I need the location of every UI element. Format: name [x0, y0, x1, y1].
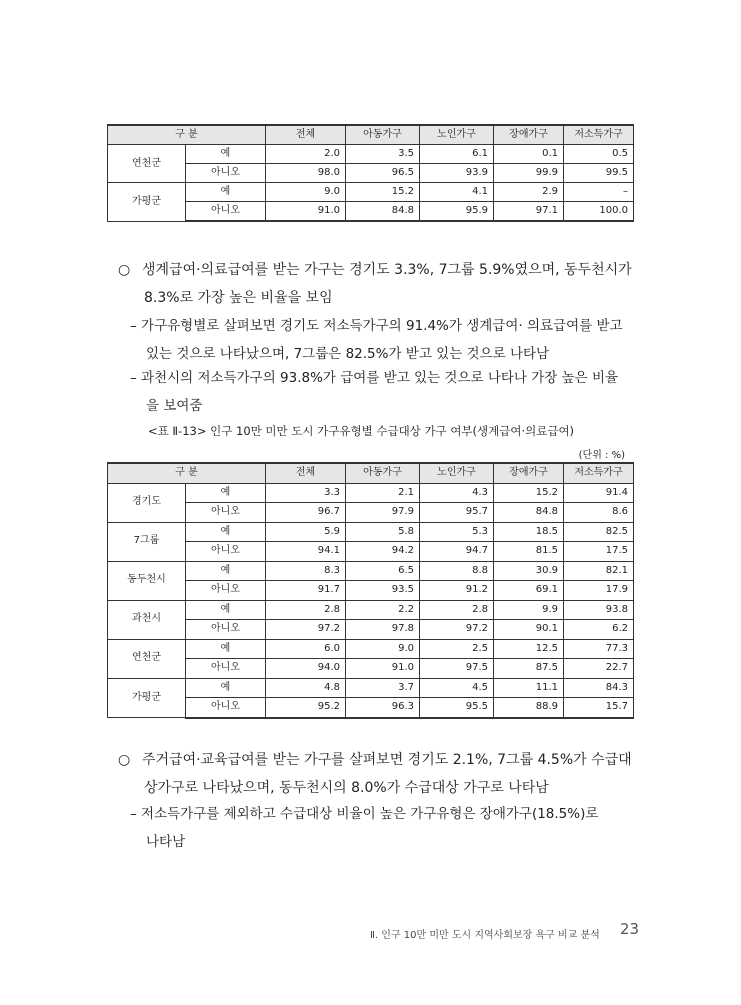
table-row [108, 503, 634, 523]
section1-sub2-dash: – [130, 370, 137, 386]
table-header-row [108, 463, 634, 483]
value-cell: 5.3 [420, 522, 494, 542]
value-cell: 15.2 [346, 183, 420, 202]
region-cell: 동두천시 [108, 561, 186, 600]
section1-bullet: ○ [118, 262, 131, 278]
value-cell: 95.2 [266, 698, 346, 718]
value-cell: 9.0 [266, 183, 346, 202]
table-row [108, 659, 634, 679]
value-cell: 4.5 [420, 678, 494, 698]
region-cell: 연천군 [108, 145, 186, 183]
value-cell: 94.0 [266, 659, 346, 679]
table-unit: (단위 : %) [578, 450, 625, 461]
value-cell: 96.5 [346, 164, 420, 183]
table-header-cell: 장애가구 [494, 463, 564, 483]
value-cell: 97.8 [346, 620, 420, 640]
table-header-cell: 구 분 [108, 463, 266, 483]
response-cell: 예 [186, 183, 266, 202]
value-cell: 82.5 [564, 522, 634, 542]
value-cell: 94.2 [346, 542, 420, 562]
value-cell: 2.8 [420, 600, 494, 620]
value-cell: 94.1 [266, 542, 346, 562]
section1-sub1-line1: 가구유형별로 살펴보면 경기도 저소득가구의 91.4%가 생계급여· 의료급여를 받고 [141, 318, 623, 334]
table-main [107, 462, 634, 719]
value-cell: 81.5 [494, 542, 564, 562]
value-cell: 0.5 [564, 145, 634, 164]
table-row [108, 561, 634, 581]
response-cell: 아니오 [186, 659, 266, 679]
page-number: 23 [620, 920, 640, 938]
value-cell: 91.0 [266, 202, 346, 222]
value-cell: 82.1 [564, 561, 634, 581]
table-row [108, 678, 634, 698]
region-cell: 가평군 [108, 678, 186, 718]
section2-sub1-line2: 나타남 [146, 834, 186, 850]
value-cell: 2.8 [266, 600, 346, 620]
section1-sub2-line1: 과천시의 저소득가구의 93.8%가 급여를 받고 있는 것으로 나타나 가장 높은 비율 [141, 370, 619, 386]
value-cell: 9.9 [494, 600, 564, 620]
table-top-continued [107, 124, 634, 222]
section1-line1: 생계급여·의료급여를 받는 가구는 경기도 3.3%, 7그룹 5.9%였으며, 동두천시가 [142, 262, 632, 278]
table-header-cell: 저소득가구 [564, 463, 634, 483]
value-cell: 4.1 [420, 183, 494, 202]
table-header-cell: 아동가구 [346, 463, 420, 483]
response-cell: 예 [186, 561, 266, 581]
table-header-cell: 전체 [266, 125, 346, 145]
value-cell: 97.9 [346, 503, 420, 523]
value-cell: 97.1 [494, 202, 564, 222]
value-cell: 97.5 [420, 659, 494, 679]
value-cell: 94.7 [420, 542, 494, 562]
value-cell: 99.5 [564, 164, 634, 183]
table-header-cell: 구 분 [108, 125, 266, 145]
value-cell: 18.5 [494, 522, 564, 542]
response-cell: 아니오 [186, 503, 266, 523]
value-cell: 93.8 [564, 600, 634, 620]
value-cell: 2.9 [494, 183, 564, 202]
value-cell: 91.2 [420, 581, 494, 601]
value-cell: 97.2 [266, 620, 346, 640]
section2-sub1-dash: – [130, 806, 137, 822]
value-cell: 8.6 [564, 503, 634, 523]
value-cell: 0.1 [494, 145, 564, 164]
table-row [108, 542, 634, 562]
section1-sub1 [130, 312, 640, 368]
table-header-row [108, 125, 634, 145]
value-cell: 4.3 [420, 483, 494, 503]
section2-sub1 [130, 800, 640, 856]
value-cell: 5.8 [346, 522, 420, 542]
value-cell: 6.0 [266, 639, 346, 659]
response-cell: 예 [186, 600, 266, 620]
response-cell: 아니오 [186, 164, 266, 183]
section1-sub2 [130, 364, 640, 420]
value-cell: 12.5 [494, 639, 564, 659]
value-cell: 88.9 [494, 698, 564, 718]
value-cell: 99.9 [494, 164, 564, 183]
response-cell: 아니오 [186, 620, 266, 640]
region-cell: 연천군 [108, 639, 186, 678]
table-caption: <표 Ⅱ-13> 인구 10만 미만 도시 가구유형별 수급대상 가구 여부(생계급여·의료급여) [148, 424, 575, 438]
value-cell: 2.1 [346, 483, 420, 503]
region-cell: 과천시 [108, 600, 186, 639]
value-cell: 11.1 [494, 678, 564, 698]
response-cell: 예 [186, 145, 266, 164]
section1-line2: 8.3%로 가장 높은 비율을 보임 [144, 290, 333, 306]
value-cell: 95.9 [420, 202, 494, 222]
response-cell: 아니오 [186, 581, 266, 601]
value-cell: 96.3 [346, 698, 420, 718]
value-cell: 6.5 [346, 561, 420, 581]
footer-chapter-title: Ⅱ. 인구 10만 미만 도시 지역사회보장 욕구 비교 분석 [370, 930, 600, 941]
value-cell: 87.5 [494, 659, 564, 679]
section1-sub2-line2: 을 보여줌 [146, 398, 203, 414]
value-cell: 17.9 [564, 581, 634, 601]
value-cell: 3.7 [346, 678, 420, 698]
value-cell: 8.8 [420, 561, 494, 581]
value-cell: 22.7 [564, 659, 634, 679]
value-cell: 2.5 [420, 639, 494, 659]
table-row [108, 639, 634, 659]
section1-paragraph [118, 256, 638, 312]
value-cell: 100.0 [564, 202, 634, 222]
value-cell: 9.0 [346, 639, 420, 659]
value-cell: 17.5 [564, 542, 634, 562]
value-cell: 93.9 [420, 164, 494, 183]
value-cell: 69.1 [494, 581, 564, 601]
value-cell: 4.8 [266, 678, 346, 698]
table-header-cell: 노인가구 [420, 125, 494, 145]
table-header-cell: 장애가구 [494, 125, 564, 145]
region-cell: 가평군 [108, 183, 186, 222]
table-header-cell: 저소득가구 [564, 125, 634, 145]
value-cell: 98.0 [266, 164, 346, 183]
table-row [108, 164, 634, 183]
region-cell: 7그룹 [108, 522, 186, 561]
response-cell: 아니오 [186, 542, 266, 562]
value-cell: 2.0 [266, 145, 346, 164]
value-cell: 91.0 [346, 659, 420, 679]
value-cell: 91.4 [564, 483, 634, 503]
response-cell: 아니오 [186, 202, 266, 222]
table-row [108, 522, 634, 542]
section2-line1: 주거급여·교육급여를 받는 가구를 살펴보면 경기도 2.1%, 7그룹 4.5%가 수급대 [142, 752, 632, 768]
response-cell: 예 [186, 678, 266, 698]
response-cell: 아니오 [186, 698, 266, 718]
section2-bullet: ○ [118, 752, 131, 768]
value-cell: 3.5 [346, 145, 420, 164]
table-row [108, 600, 634, 620]
table-row [108, 620, 634, 640]
value-cell: 15.7 [564, 698, 634, 718]
response-cell: 예 [186, 639, 266, 659]
response-cell: 예 [186, 483, 266, 503]
table-row [108, 581, 634, 601]
section1-sub1-line2: 있는 것으로 나타났으며, 7그룹은 82.5%가 받고 있는 것으로 나타남 [146, 346, 550, 362]
table-header-cell: 노인가구 [420, 463, 494, 483]
value-cell: 96.7 [266, 503, 346, 523]
value-cell: 8.3 [266, 561, 346, 581]
value-cell: 3.3 [266, 483, 346, 503]
value-cell: 91.7 [266, 581, 346, 601]
value-cell: 84.8 [346, 202, 420, 222]
region-cell: 경기도 [108, 483, 186, 522]
value-cell: 77.3 [564, 639, 634, 659]
table-row [108, 483, 634, 503]
table-row [108, 202, 634, 222]
value-cell: 84.3 [564, 678, 634, 698]
table-row [108, 183, 634, 202]
value-cell: 93.5 [346, 581, 420, 601]
section2-line2: 상가구로 나타났으며, 동두천시의 8.0%가 수급대상 가구로 나타남 [144, 780, 549, 796]
value-cell: 6.1 [420, 145, 494, 164]
value-cell: 84.8 [494, 503, 564, 523]
value-cell: 6.2 [564, 620, 634, 640]
response-cell: 예 [186, 522, 266, 542]
table-row [108, 698, 634, 718]
section2-sub1-line1: 저소득가구를 제외하고 수급대상 비율이 높은 가구유형은 장애가구(18.5%)로 [141, 806, 599, 822]
table-header-cell: 아동가구 [346, 125, 420, 145]
value-cell: 30.9 [494, 561, 564, 581]
value-cell: – [564, 183, 634, 202]
section2-paragraph [118, 746, 638, 802]
value-cell: 5.9 [266, 522, 346, 542]
section1-sub1-dash: – [130, 318, 137, 334]
value-cell: 95.7 [420, 503, 494, 523]
table-row [108, 145, 634, 164]
value-cell: 15.2 [494, 483, 564, 503]
value-cell: 90.1 [494, 620, 564, 640]
value-cell: 2.2 [346, 600, 420, 620]
value-cell: 95.5 [420, 698, 494, 718]
value-cell: 97.2 [420, 620, 494, 640]
table-header-cell: 전체 [266, 463, 346, 483]
